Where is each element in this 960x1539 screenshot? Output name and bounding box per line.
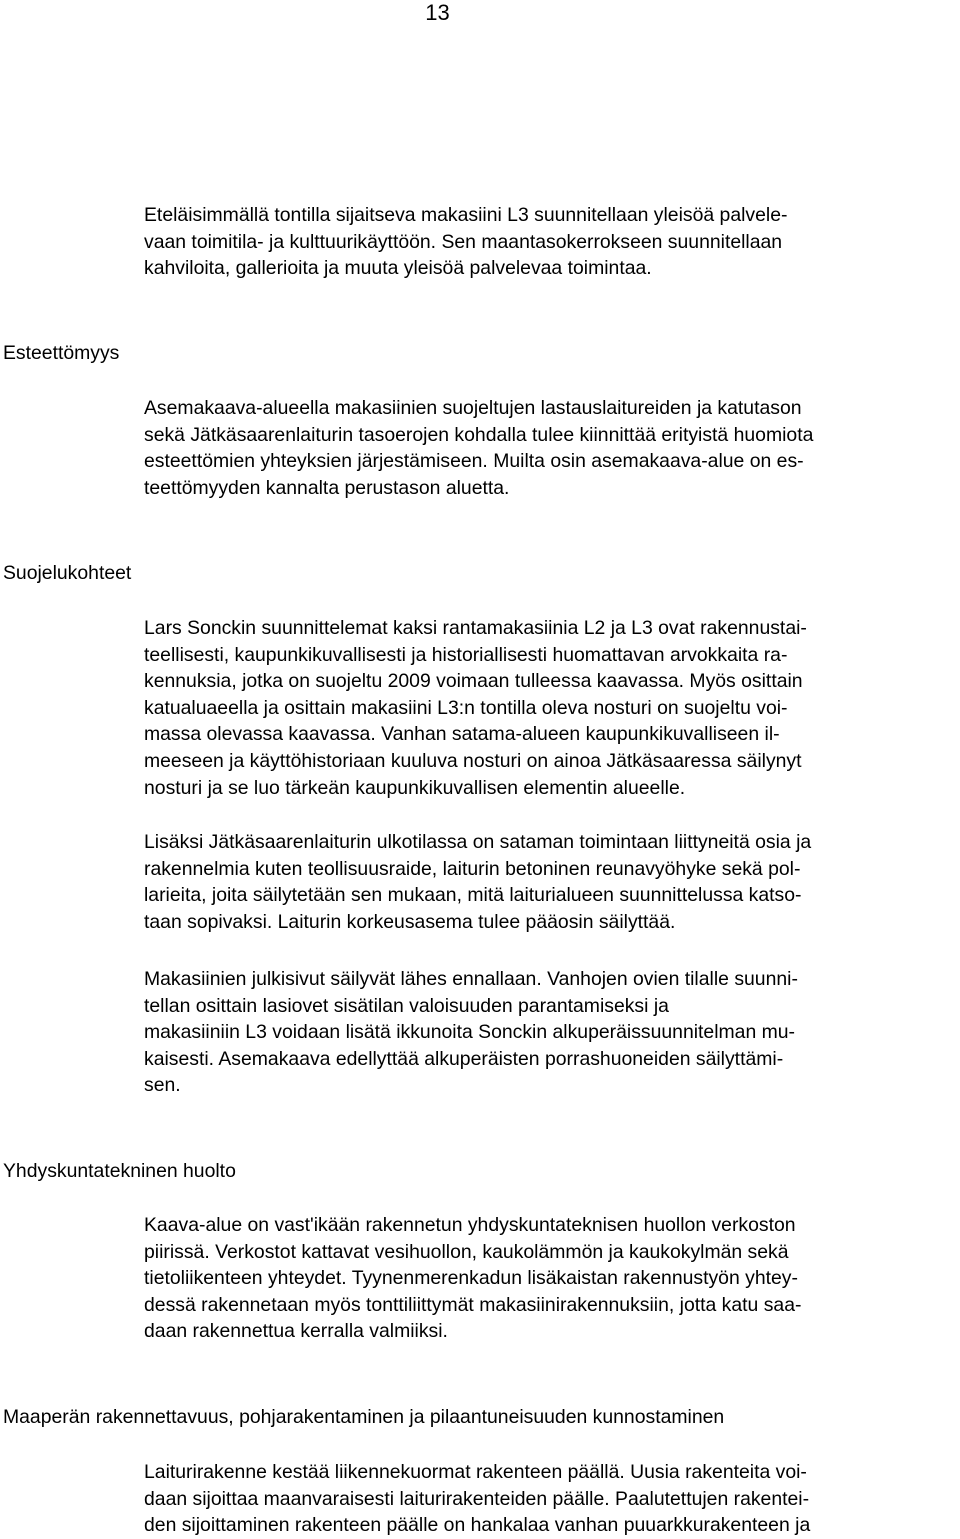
text-line: teellisesti, kaupunkikuvallisesti ja historiallisesti huomattavan arvokkaita ra- bbox=[144, 643, 788, 666]
text-line: esteettömien yhteyksien järjestämiseen. Muilta osin asemakaava-alue on es- bbox=[144, 450, 804, 473]
text-line: kaisesti. Asemakaava edellyttää alkuperäisten porrashuoneiden säilyttämi- bbox=[144, 1047, 784, 1070]
text-line: tietoliikenteen yhteydet. Tyynenmerenkadun lisäkaistan rakennustyön yhtey- bbox=[144, 1267, 798, 1290]
text-line: dessä rakennetaan myös tonttiliittymät makasiinirakennuksiin, jotta katu saa- bbox=[144, 1293, 802, 1316]
page-number: 13 bbox=[425, 0, 450, 25]
esteettomyys-paragraph bbox=[144, 395, 960, 501]
text-line: tellan osittain lasiovet sisätilan valoisuuden parantamiseksi ja bbox=[144, 994, 669, 1017]
text-line: meeseen ja käyttöhistoriaan kuuluva nosturi on ainoa Jätkäsaaressa säilynyt bbox=[144, 749, 802, 772]
suojelukohteet-paragraph-3 bbox=[144, 966, 960, 1099]
text-line: Kaava-alue on vast'ikään rakennetun yhdyskuntateknisen huollon verkoston bbox=[144, 1214, 796, 1236]
text-line: nosturi ja se luo tärkeän kaupunkikuvallisen elementin alueelle. bbox=[144, 776, 686, 799]
text-line: daan sijoittaa maanvaraisesti laiturirakenteiden päälle. Paalutettujen rakentei- bbox=[144, 1487, 810, 1510]
text-line: massa olevassa kaavassa. Vanhan satama-alueen kaupunkikuvalliseen il- bbox=[144, 723, 780, 746]
suojelukohteet-paragraph-1 bbox=[144, 615, 960, 801]
suojelukohteet-paragraph-2 bbox=[144, 829, 960, 935]
text-line: sekä Jätkäsaarenlaiturin tasoerojen kohdalla tulee kiinnittää erityistä huomiota bbox=[144, 423, 814, 446]
text-line: piirissä. Verkostot kattavat vesihuollon, kaukolämmön ja kaukokylmän sekä bbox=[144, 1240, 789, 1263]
text-line: Eteläisimmällä tontilla sijaitseva makasiini L3 suunnitellaan yleisöä palvele- bbox=[144, 204, 788, 226]
text-line: kennuksia, jotka on suojeltu 2009 voimaan tulleessa kaavassa. Myös osittain bbox=[144, 670, 803, 693]
text-line: Makasiinien julkisivut säilyvät lähes ennallaan. Vanhojen ovien tilalle suunni- bbox=[144, 968, 798, 990]
text-line: larieita, joita säilytetään sen mukaan, mitä laiturialueen suunnittelussa katso- bbox=[144, 884, 802, 907]
text-line: taan sopivaksi. Laiturin korkeusasema tulee pääosin säilyttää. bbox=[144, 910, 676, 933]
heading-esteettomyys: Esteettömyys bbox=[3, 342, 120, 364]
text-line: rakennelmia kuten teollisuusraide, laiturin betoninen reunavyöhyke sekä pol- bbox=[144, 857, 801, 880]
text-line: katualuaeella ja osittain makasiini L3:n tontilla oleva nosturi on suojeltu voi- bbox=[144, 696, 788, 719]
text-line: sen. bbox=[144, 1074, 181, 1097]
maaperan-paragraph bbox=[144, 1459, 960, 1539]
heading-suojelukohteet: Suojelukohteet bbox=[3, 562, 132, 584]
text-line: teettömyyden kannalta perustason aluetta. bbox=[144, 476, 510, 499]
text-line: kahviloita, gallerioita ja muuta yleisöä palvelevaa toimintaa. bbox=[144, 257, 652, 280]
text-line: Asemakaava-alueella makasiinien suojeltujen lastauslaitureiden ja katutason bbox=[144, 397, 802, 419]
text-line: den sijoittaminen rakenteen päälle on hankalaa vanhan puuarkkurakenteen ja bbox=[144, 1514, 811, 1537]
text-line: vaan toimitila- ja kulttuurikäyttöön. Sen maantasokerrokseen suunnitellaan bbox=[144, 230, 783, 253]
yhdyskuntatekninen-paragraph bbox=[144, 1212, 960, 1345]
heading-yhdyskuntatekninen-huolto: Yhdyskuntatekninen huolto bbox=[3, 1160, 236, 1182]
text-line: daan rakennettua kerralla valmiiksi. bbox=[144, 1320, 448, 1343]
text-line: makasiiniin L3 voidaan lisätä ikkunoita Sonckin alkuperäissuunnitelman mu- bbox=[144, 1021, 796, 1044]
text-line: Lars Sonckin suunnittelemat kaksi rantamakasiinia L2 ja L3 ovat rakennustai- bbox=[144, 617, 807, 639]
text-line: Lisäksi Jätkäsaarenlaiturin ulkotilassa on sataman toimintaan liittyneitä osia ja bbox=[144, 831, 812, 853]
intro-paragraph bbox=[144, 202, 960, 282]
heading-maaperan-rakennettavuus: Maaperän rakennettavuus, pohjarakentaminen ja pilaantuneisuuden kunnostaminen bbox=[3, 1406, 725, 1428]
text-line: Laiturirakenne kestää liikennekuormat rakenteen päällä. Uusia rakenteita voi- bbox=[144, 1461, 807, 1483]
